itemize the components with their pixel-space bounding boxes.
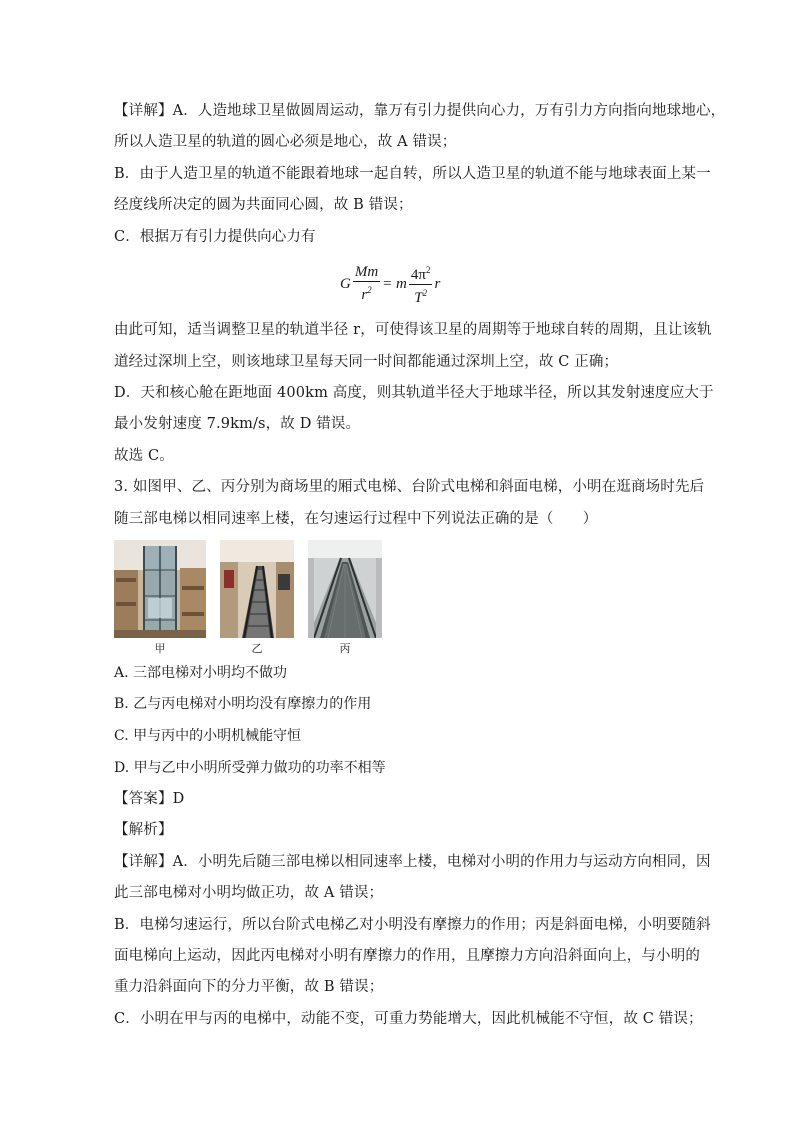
question-stem: 随三部电梯以相同速率上楼，在匀速运行过程中下列说法正确的是（ ） <box>114 511 598 527</box>
caption-bing: 丙 <box>339 642 351 655</box>
text-line: C．根据万有引力提供向心力有 <box>114 229 316 245</box>
gravitation-formula <box>340 262 440 306</box>
fraction-denominator: $T^2$ <box>414 287 428 306</box>
caption-jia: 甲 <box>154 642 166 655</box>
fraction-numerator: Mm <box>354 264 379 280</box>
text-line: 此三部电梯对小明均做正功，故 A 错误； <box>114 885 384 901</box>
fraction-mm-r2 <box>353 264 380 304</box>
text-line: 最小发射速度 7.9km/s，故 D 错误。 <box>114 416 361 432</box>
text-line: D．天和核心舱在距地面 400km 高度，则其轨道半径大于地球半径，所以其发射速度应大于 <box>114 385 714 401</box>
formula-g: G <box>340 275 351 292</box>
inclined-walkway-photo <box>308 540 382 638</box>
formula-equals: = m <box>382 275 407 292</box>
analysis-label: 【解析】 <box>114 822 173 838</box>
option-d: D. 甲与乙中小明所受弹力做功的功率不相等 <box>114 760 386 776</box>
text-line: B．由于人造卫星的轨道不能跟着地球一起自转，所以人造卫星的轨道不能与地球表面上某一 <box>114 166 711 182</box>
option-a: A. 三部电梯对小明均不做功 <box>114 665 288 681</box>
text-line: 道经过深圳上空，则该地球卫星每天同一时间都能通过深圳上空，故 C 正确； <box>114 354 619 370</box>
text-line: C．小明在甲与丙的电梯中，动能不变，可重力势能增大，因此机械能不守恒，故 C 错误； <box>114 1011 703 1027</box>
text-line: B．电梯匀速运行，所以台阶式电梯乙对小明没有摩擦力的作用；丙是斜面电梯，小明要随斜 <box>114 917 711 933</box>
step-escalator-photo <box>220 540 294 638</box>
text-line: 故选 C。 <box>114 448 174 464</box>
caption-yi: 乙 <box>251 642 263 655</box>
text-line: 由此可知，适当调整卫星的轨道半径 r，可使得该卫星的周期等于地球自转的周期，且让该轨 <box>114 322 712 338</box>
question-stem: 3. 如图甲、乙、丙分别为商场里的厢式电梯、台阶式电梯和斜面电梯，小明在逛商场时先后 <box>114 479 705 495</box>
text-line: 经度线所决定的圆为共面同心圆，故 B 错误； <box>114 197 413 213</box>
fraction-4pi2-t2 <box>409 262 433 307</box>
text-line: 【详解】A．小明先后随三部电梯以相同速率上楼，电梯对小明的作用力与运动方向相同，因 <box>114 854 711 870</box>
box-elevator-photo <box>114 540 206 638</box>
elevator-figure <box>114 540 384 655</box>
text-line: 所以人造卫星的轨道的圆心必须是地心，故 A 错误； <box>114 134 457 150</box>
answer-label: 【答案】D <box>114 791 185 807</box>
option-c: C. 甲与丙中的小明机械能守恒 <box>114 728 302 744</box>
option-b: B. 乙与丙电梯对小明均没有摩擦力的作用 <box>114 696 372 712</box>
fraction-numerator: $4\pi^2$ <box>409 262 433 285</box>
text-line: 【详解】A．人造地球卫星做圆周运动，靠万有引力提供向心力，万有引力方向指向地球地心， <box>114 103 726 119</box>
formula-r: r <box>434 275 441 292</box>
text-line: 面电梯向上运动，因此丙电梯对小明有摩擦力的作用，且摩擦力方向沿斜面向上，与小明的 <box>114 948 700 964</box>
text-line: 重力沿斜面向下的分力平衡，故 B 错误； <box>114 979 384 995</box>
fraction-denominator: $r^2$ <box>361 285 372 303</box>
